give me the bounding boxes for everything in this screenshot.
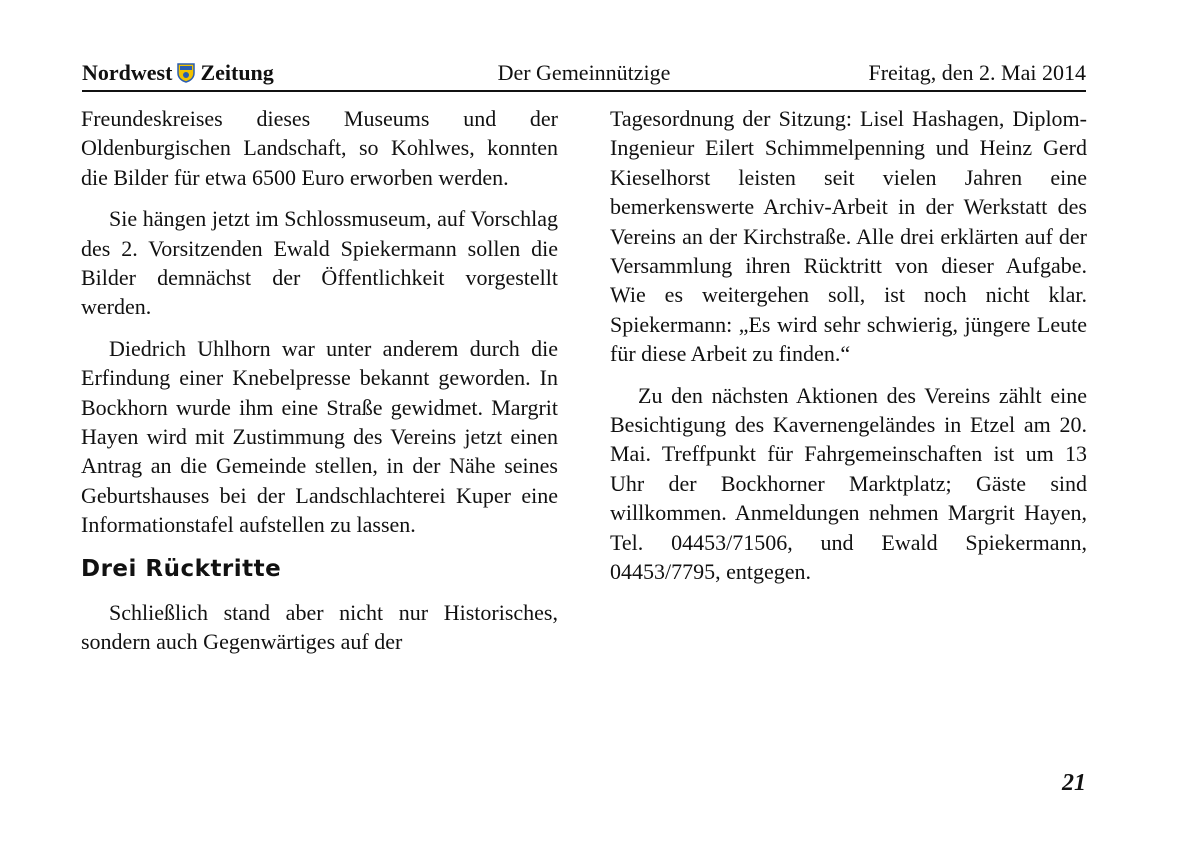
- paragraph: Tagesordnung der Sitzung: Lisel Hashagen, Diplom-Ingenieur Eilert Schimmelpenning und Heinz Gerd Kieselhorst leisten seit vielen Jahren eine bemerkenswerte Archiv-Arbeit in der Werkstatt des Vereins an der Kirchstraße. Alle drei erklärten auf der Versammlung ihren Rücktritt von dieser Aufgabe. Wie es weitergehen soll, ist noch nicht klar. Spiekermann: „Es wird sehr schwierig, jüngere Leute für diese Arbeit zu finden.“: [610, 106, 1087, 367]
- brand-name-part1: Nordwest: [82, 60, 173, 85]
- section-title: Der Gemeinnützige: [497, 60, 671, 85]
- brand-name-part2: Zeitung: [200, 60, 274, 85]
- paragraph: Freundeskreises dieses Museums und der Oldenburgischen Landschaft, so Kohlwes, konnten die Bilder für etwa 6500 Euro erworben werden.: [81, 106, 558, 190]
- page-header: [82, 56, 1086, 92]
- paragraph: Sie hängen jetzt im Schlossmuseum, auf Vorschlag des 2. Vorsitzenden Ewald Spiekermann sollen die Bilder demnächst der Öffentlichkeit vorgestellt werden.: [81, 206, 558, 320]
- paragraph: Zu den nächsten Aktionen des Vereins zählt eine Besichtigung des Kavernengeländes in Etzel am 20. Mai. Treffpunkt für Fahrgemeinschaften ist um 13 Uhr der Bockhorner Marktplatz; Gäste sind willkommen. Anmeldungen nehmen Margrit Hayen, Tel. 04453/71506, und Ewald Spiekermann, 04453/7795, entgegen.: [610, 382, 1087, 585]
- paragraph: Schließlich stand aber nicht nur Historisches, sondern auch Gegenwärtiges auf der: [81, 599, 558, 655]
- left-column: [81, 104, 558, 669]
- page-number: 21: [1062, 770, 1086, 796]
- right-column: [610, 104, 1087, 599]
- issue-date: Freitag, den 2. Mai 2014: [868, 60, 1086, 85]
- paragraph: Diedrich Uhlhorn war unter anderem durch die Erfindung einer Knebelpresse bekannt geworden. In Bockhorn wurde ihm eine Straße gewidmet. Margrit Hayen wird mit Zustimmung des Vereins jetzt einen Antrag an die Gemeinde stellen, in der Nähe seines Geburtshauses bei der Landschlachterei Kuper eine Informationstafel aufstellen zu lassen.: [81, 335, 558, 538]
- section-heading: Drei Rücktritte: [81, 555, 282, 582]
